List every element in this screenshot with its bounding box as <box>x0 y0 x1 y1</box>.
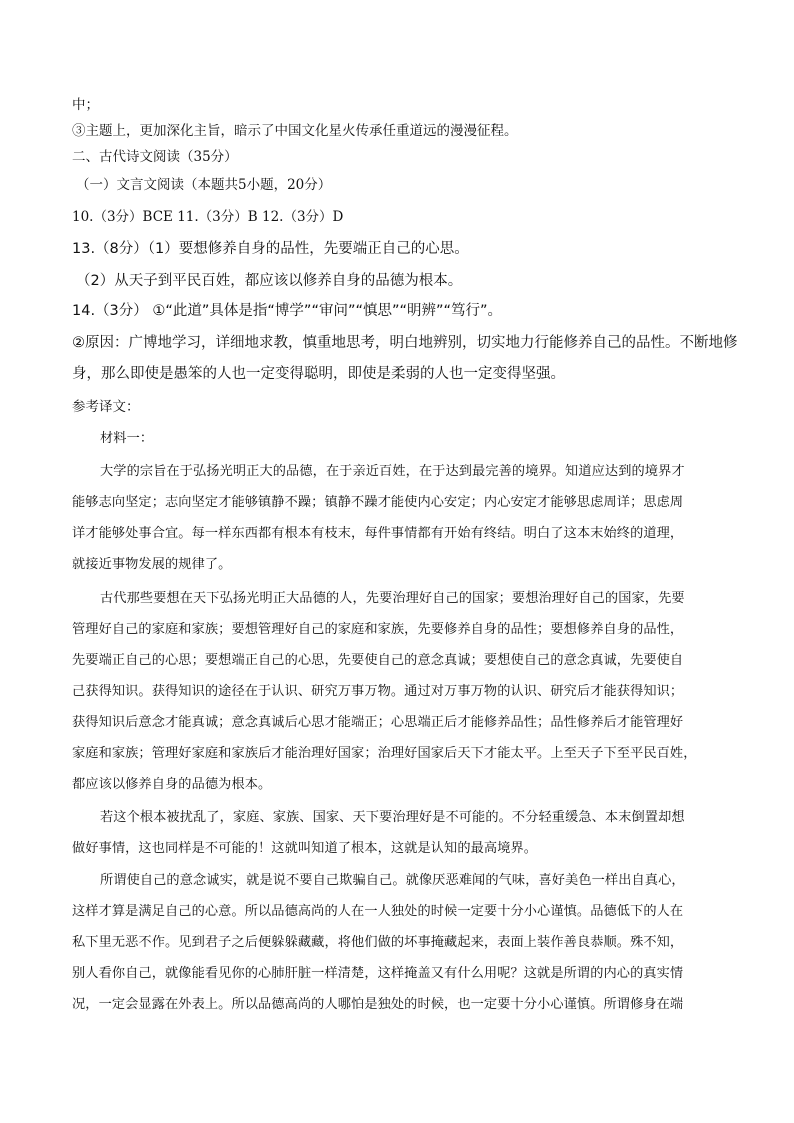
paragraph-line: 详才能够处事合宜。每一样东西都有根本有枝末，每件事情都有开始有终结。明白了这本末始终的道理， <box>72 526 684 541</box>
answer-line: （2）从天子到平民百姓，都应该以修养自身的品德为根本。 <box>76 273 463 289</box>
paragraph-line: 大学的宗旨在于弘扬光明正大的品德，在于亲近百姓，在于达到最完善的境界。知道应达到的境界才 <box>100 464 685 479</box>
paragraph-line: 先要端正自己的心思；要想端正自己的心思，先要使自己的意念真诚；要想使自己的意念真诚，先要使自 <box>72 653 684 668</box>
answer-line: 中； <box>72 97 99 113</box>
paragraph-line: 所谓使自己的意念诚实，就是说不要自己欺骗自己。就像厌恶难闻的气味，喜好美色一样出自真心， <box>100 873 685 888</box>
paragraph-line: 若这个根本被扰乱了，家庭、家族、国家、天下要治理好是不可能的。不分轻重缓急、本末倒置却想 <box>100 810 685 825</box>
paragraph-line: 能够志向坚定；志向坚定才能够镇静不躁；镇静不躁才能使内心安定；内心安定才能够思虑周详；思虑周 <box>72 495 684 510</box>
paragraph-line: 古代那些要想在天下弘扬光明正大品德的人，先要治理好自己的国家；要想治理好自己的国家，先要 <box>100 591 685 606</box>
answer-line: ②原因：广博地学习，详细地求教，慎重地思考，明白地辨别，切实地力行能修养自己的品性。不断地修 <box>72 335 738 351</box>
paragraph-line: 私下里无恶不作。见到君子之后便躲躲藏藏，将他们做的坏事掩藏起来，表面上装作善良恭顺。殊不知， <box>72 935 684 950</box>
answer-line: 身，那么即使是愚笨的人也一定变得聪明，即使是柔弱的人也一定变得坚强。 <box>72 366 565 382</box>
paragraph-line: 都应该以修养自身的品德为根本。 <box>72 777 272 792</box>
paragraph-line: 管理好自己的家庭和家族；要想管理好自己的家庭和家族，先要修养自身的品性；要想修养自身的品性， <box>72 622 684 637</box>
answer-line: 10.（3分）BCE 11.（3分）B 12.（3分）D <box>72 209 344 225</box>
answer-line: 14.（3分） ①“此道”具体是指“博学”“审问”“慎思”“明辨”“笃行”。 <box>72 303 503 319</box>
answer-line: 13.（8分）（1）要想修养自身的品性，先要端正自己的心思。 <box>72 241 469 257</box>
translation-label: 参考译文： <box>72 399 140 415</box>
paragraph-line: 己获得知识。获得知识的途径在于认识、研究万事万物。通过对万事万物的认识、研究后才能获得知识； <box>72 684 684 699</box>
paragraph-line: 这样才算是满足自己的心意。所以品德高尚的人在一人独处的时候一定要十分小心谨慎。品德低下的人在 <box>72 904 684 919</box>
paragraph-line: 家庭和家族；管理好家庭和家族后才能治理好国家；治理好国家后天下才能太平。上至天子下至平民百姓， <box>72 746 697 761</box>
paragraph-line: 就接近事物发展的规律了。 <box>72 557 232 572</box>
paragraph-line: 获得知识后意念才能真诚；意念真诚后心思才能端正；心思端正后才能修养品性；品性修养后才能管理好 <box>72 715 684 730</box>
paragraph-line: 别人看你自己，就像能看见你的心肺肝脏一样清楚，这样掩盖又有什么用呢？这就是所谓的内心的真实情 <box>72 966 684 981</box>
paragraph-line: 况，一定会显露在外表上。所以品德高尚的人哪怕是独处的时候，也一定要十分小心谨慎。所谓修身在端 <box>72 997 684 1012</box>
subsection-heading: （一）文言文阅读（本题共5小题，20分） <box>76 177 332 193</box>
answer-line: ③主题上，更加深化主旨，暗示了中国文化星火传承任重道远的漫漫征程。 <box>72 123 518 139</box>
material-heading: 材料一： <box>100 431 154 446</box>
section-heading: 二、古代诗文阅读（35分） <box>72 149 238 165</box>
paragraph-line: 做好事情，这也同样是不可能的！这就叫知道了根本，这就是认知的最高境界。 <box>72 841 538 856</box>
